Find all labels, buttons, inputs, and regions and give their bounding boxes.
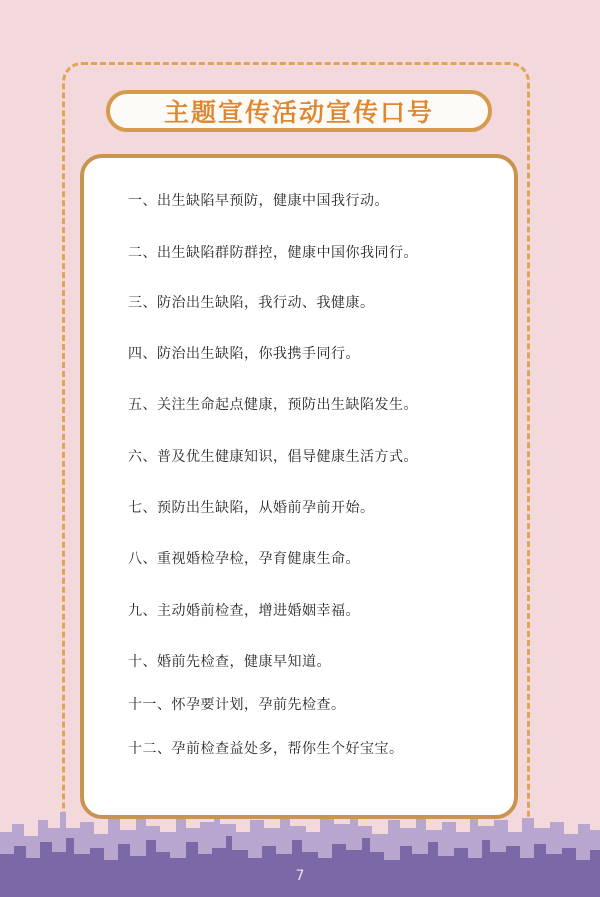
slogan-item: 六、普及优生健康知识，倡导健康生活方式。 bbox=[128, 449, 418, 465]
slogan-item: 九、主动婚前检查，增进婚姻幸福。 bbox=[128, 603, 360, 619]
slogan-item: 一、出生缺陷早预防，健康中国我行动。 bbox=[128, 193, 389, 209]
slogan-item: 二、出生缺陷群防群控，健康中国你我同行。 bbox=[128, 245, 418, 261]
slogan-item: 五、关注生命起点健康，预防出生缺陷发生。 bbox=[128, 397, 418, 413]
page-number: 7 bbox=[295, 868, 305, 884]
slogan-item: 七、预防出生缺陷，从婚前孕前开始。 bbox=[128, 500, 375, 516]
slogan-item: 三、防治出生缺陷，我行动、我健康。 bbox=[128, 295, 375, 311]
slogan-item: 十、婚前先检查，健康早知道。 bbox=[128, 654, 331, 670]
slogan-item: 十一、怀孕要计划，孕前先检查。 bbox=[128, 697, 346, 713]
slogan-panel bbox=[80, 154, 518, 819]
slogan-item: 八、重视婚检孕检，孕育健康生命。 bbox=[128, 551, 360, 567]
slogan-item: 十二、孕前检查益处多，帮你生个好宝宝。 bbox=[128, 741, 404, 757]
title-banner bbox=[106, 90, 492, 132]
slogan-item: 四、防治出生缺陷，你我携手同行。 bbox=[128, 346, 360, 362]
page-title: 主题宣传活动宣传口号 bbox=[163, 98, 434, 127]
